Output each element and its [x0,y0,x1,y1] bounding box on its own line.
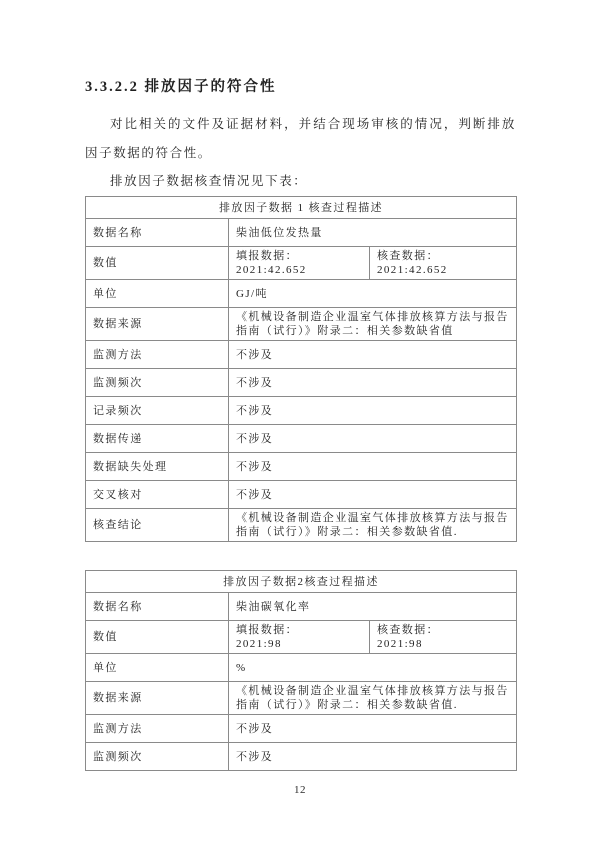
table-title-row [86,197,517,219]
verified-data-value: 2021:98 [377,638,423,650]
reported-data-label: 填报数据： [236,250,298,262]
table-row-verification-conclusion [86,509,517,542]
row-value: 《机械设备制造企业温室气体排放核算方法与报告指南（试行）》附录二：相关参数缺省值. [229,509,517,542]
row-value: 不涉及 [229,397,517,425]
row-label: 数值 [86,247,229,280]
row-label: 数据名称 [86,593,229,621]
row-label: 单位 [86,280,229,308]
row-label: 核查结论 [86,509,229,542]
reported-data-value: 2021:42.652 [236,264,307,276]
row-label: 数据传递 [86,425,229,453]
row-value: GJ/吨 [229,280,517,308]
table-row-unit [86,654,517,682]
row-label: 交叉核对 [86,481,229,509]
table-row-missing-data-handling [86,453,517,481]
row-value: 不涉及 [229,341,517,369]
emission-factor-table-2 [85,570,517,771]
page-number: 12 [294,784,306,796]
table-row-cross-check [86,481,517,509]
row-label: 数据缺失处理 [86,453,229,481]
emission-factor-table-1 [85,196,517,542]
table-row-data-name [86,219,517,247]
row-value: 柴油低位发热量 [229,219,517,247]
row-label: 数据来源 [86,682,229,715]
row-value: 不涉及 [229,743,517,771]
reported-data-label: 填报数据： [236,624,298,636]
row-label: 监测频次 [86,369,229,397]
reported-data-cell [229,247,370,280]
row-value: 不涉及 [229,369,517,397]
row-value: 《机械设备制造企业温室气体排放核算方法与报告指南（试行）》附录二：相关参数缺省值. [229,682,517,715]
table-row-data-name [86,593,517,621]
verified-data-label: 核查数据： [377,250,439,262]
row-label: 记录频次 [86,397,229,425]
verified-data-value: 2021:42.652 [377,264,448,276]
table-title: 排放因子数据2核查过程描述 [86,571,517,593]
table-row-data-source [86,308,517,341]
row-value: 《机械设备制造企业温室气体排放核算方法与报告指南（试行）》附录二：相关参数缺省值 [229,308,517,341]
row-label: 数据来源 [86,308,229,341]
row-value: 不涉及 [229,425,517,453]
reported-data-value: 2021:98 [236,638,282,650]
row-label: 监测方法 [86,715,229,743]
table-intro-line: 排放因子数据核查情况见下表： [110,174,308,188]
table-row-record-frequency [86,397,517,425]
table-title-row [86,571,517,593]
row-label: 单位 [86,654,229,682]
table-row-monitor-method [86,715,517,743]
row-label: 数值 [86,621,229,654]
table-row-unit [86,280,517,308]
row-label: 监测方法 [86,341,229,369]
row-value: % [229,654,517,682]
table-row-data-source [86,682,517,715]
table-row-value [86,247,517,280]
row-value: 柴油碳氧化率 [229,593,517,621]
row-label: 监测频次 [86,743,229,771]
row-value: 不涉及 [229,481,517,509]
row-label: 数据名称 [86,219,229,247]
row-value: 不涉及 [229,453,517,481]
section-heading: 3.3.2.2 排放因子的符合性 [85,79,277,95]
table-row-monitor-frequency [86,369,517,397]
table-row-data-transfer [86,425,517,453]
table-row-monitor-method [86,341,517,369]
table-row-value [86,621,517,654]
reported-data-cell [229,621,370,654]
verified-data-cell [370,621,517,654]
intro-paragraph: 对比相关的文件及证据材料，并结合现场审核的情况，判断排放因子数据的符合性。 [85,117,516,160]
verified-data-label: 核查数据： [377,624,439,636]
row-value: 不涉及 [229,715,517,743]
verified-data-cell [370,247,517,280]
table-title: 排放因子数据 1 核查过程描述 [86,197,517,219]
table-row-monitor-frequency [86,743,517,771]
